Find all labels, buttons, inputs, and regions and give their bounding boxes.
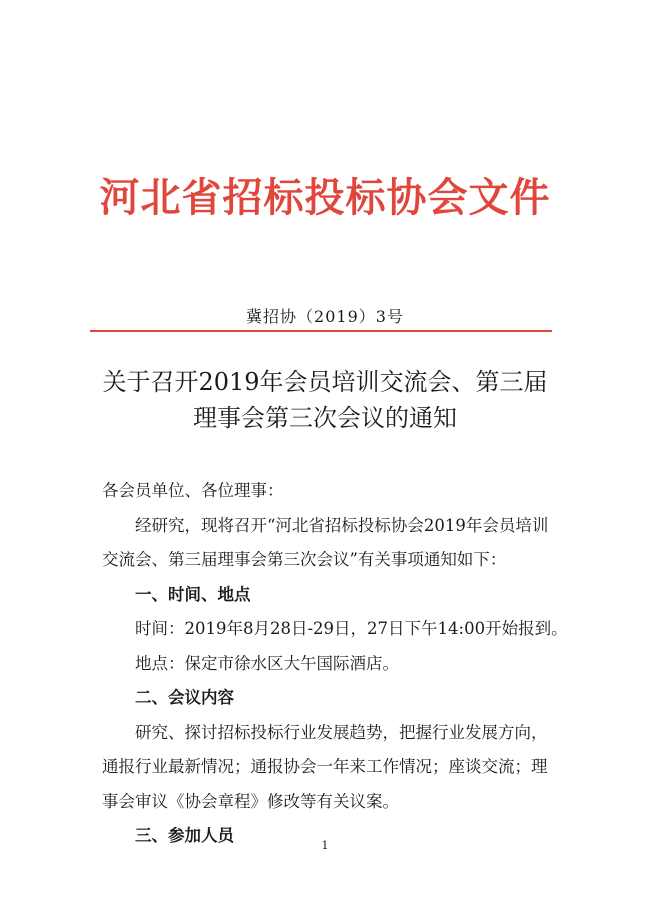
intro-paragraph: 经研究，现将召开“河北省招标投标协会2019年会员培训交流会、第三届理事会第三次会议”有关事项通知如下： [102, 515, 549, 569]
page-number: 1 [321, 839, 329, 852]
org-header-title: 河北省招标投标协会文件 [99, 174, 551, 221]
notice-body [102, 474, 568, 854]
notice-title-line-1: 关于召开2019年会员培训交流会、第三届 [102, 368, 548, 396]
section-heading-content: 二、会议内容 [135, 688, 234, 707]
document-number: 冀招协（2019）3号 [246, 307, 404, 326]
salutation: 各会员单位、各位理事： [102, 481, 284, 500]
red-divider-line [90, 330, 552, 332]
meeting-content-paragraph: 研究、探讨招标投标行业发展趋势，把握行业发展方向，通报行业最新情况；通报协会一年来工作情况；座谈交流；理事会审议《协会章程》修改等有关议案。 [102, 722, 548, 811]
meeting-place: 地点：保定市徐水区大午国际酒店。 [135, 653, 399, 673]
section-heading-attendees: 三、参加人员 [135, 826, 234, 845]
notice-title [0, 364, 650, 436]
notice-title-line-2: 理事会第三次会议的通知 [193, 404, 457, 432]
meeting-time: 时间：2019年8月28日-29日，27日下午14:00开始报到。 [135, 619, 568, 638]
section-heading-time-place: 一、时间、地点 [135, 584, 251, 604]
